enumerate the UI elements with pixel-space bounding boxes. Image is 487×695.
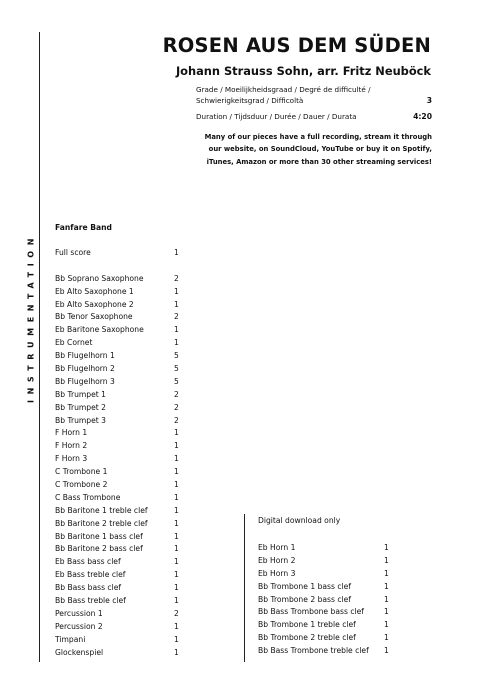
part-name: Bb Bass treble clef xyxy=(55,596,126,606)
ensemble-heading: Fanfare Band xyxy=(55,223,112,232)
part-row xyxy=(258,632,388,645)
part-row xyxy=(55,324,185,337)
composer-arranger: Johann Strauss Sohn, arr. Fritz Neuböck xyxy=(175,64,431,78)
duration-row xyxy=(196,111,432,122)
piece-title: ROSEN AUS DEM SÜDEN xyxy=(162,34,431,57)
part-quantity: 2 xyxy=(174,608,179,618)
part-name: Bb Flugelhorn 2 xyxy=(55,364,115,374)
part-row xyxy=(55,479,185,492)
part-quantity: 1 xyxy=(174,583,179,593)
part-row xyxy=(258,619,388,632)
part-row xyxy=(55,350,185,363)
part-quantity: 1 xyxy=(384,607,389,617)
part-row xyxy=(55,621,185,634)
part-row xyxy=(55,556,185,569)
part-row xyxy=(55,634,185,647)
part-row xyxy=(55,492,185,505)
part-name: Bb Soprano Saxophone xyxy=(55,273,144,283)
part-quantity: 1 xyxy=(174,454,179,464)
duration-label: Duration / Tijdsduur / Durée / Dauer / Durata xyxy=(196,111,357,121)
part-quantity: 1 xyxy=(174,544,179,554)
part-name: Bb Trombone 1 treble clef xyxy=(258,620,356,630)
part-quantity: 1 xyxy=(384,646,389,656)
part-quantity: 1 xyxy=(384,568,389,578)
part-row xyxy=(258,555,388,568)
part-row xyxy=(55,582,185,595)
part-name: Bb Flugelhorn 1 xyxy=(55,351,115,361)
part-name: Eb Alto Saxophone 2 xyxy=(55,299,134,309)
part-quantity: 5 xyxy=(174,364,179,374)
part-row xyxy=(258,581,388,594)
instrumentation-side-label xyxy=(24,218,38,418)
part-quantity: 1 xyxy=(384,633,389,643)
part-name: Bb Trumpet 1 xyxy=(55,389,107,399)
part-name: Bb Bass Trombone bass clef xyxy=(258,607,364,617)
part-name: Full score xyxy=(55,248,91,257)
part-row xyxy=(258,542,388,555)
part-name: Bb Baritone 1 bass clef xyxy=(55,531,143,541)
part-row xyxy=(55,595,185,608)
digital-parts-list xyxy=(258,542,388,658)
duration-value: 4:20 xyxy=(413,111,432,121)
part-row xyxy=(55,440,185,453)
part-row xyxy=(55,415,185,428)
part-name: Eb Alto Saxophone 1 xyxy=(55,286,134,296)
full-score-row xyxy=(55,247,185,260)
part-name: C Trombone 1 xyxy=(55,467,108,477)
part-name: Bb Flugelhorn 3 xyxy=(55,376,115,386)
part-quantity: 1 xyxy=(174,531,179,541)
left-margin-rule xyxy=(39,32,40,662)
part-row xyxy=(55,453,185,466)
part-row xyxy=(55,311,185,324)
part-name: F Horn 1 xyxy=(55,428,88,438)
digital-download-heading: Digital download only xyxy=(258,516,341,525)
part-name: Bb Bass Trombone treble clef xyxy=(258,646,369,656)
part-name: Eb Bass bass clef xyxy=(55,557,121,567)
part-quantity: 1 xyxy=(384,543,389,552)
part-row xyxy=(55,647,185,660)
part-name: Bb Bass bass clef xyxy=(55,583,122,593)
part-quantity: 1 xyxy=(174,467,179,477)
part-name: Bb Baritone 2 bass clef xyxy=(55,544,143,554)
part-quantity: 1 xyxy=(174,634,179,644)
part-name: Eb Cornet xyxy=(55,338,93,348)
part-quantity: 1 xyxy=(384,620,389,630)
part-quantity: 1 xyxy=(384,594,389,604)
part-name: C Trombone 2 xyxy=(55,480,108,490)
part-name: F Horn 3 xyxy=(55,454,88,464)
part-name: Eb Baritone Saxophone xyxy=(55,325,144,335)
part-quantity: 2 xyxy=(174,312,179,322)
part-row xyxy=(258,568,388,581)
grade-value: 3 xyxy=(426,96,432,106)
part-row xyxy=(258,606,388,619)
part-name: C Bass Trombone xyxy=(55,492,121,502)
part-quantity: 5 xyxy=(174,376,179,386)
part-quantity: 2 xyxy=(174,273,179,283)
part-quantity: 1 xyxy=(174,492,179,502)
part-row xyxy=(55,402,185,415)
parts-list xyxy=(55,247,185,660)
part-row xyxy=(55,569,185,582)
part-name: Eb Horn 1 xyxy=(258,543,296,552)
part-row xyxy=(55,466,185,479)
part-row xyxy=(258,594,388,607)
part-row xyxy=(55,608,185,621)
part-quantity: 2 xyxy=(174,402,179,412)
streaming-promo: Many of our pieces have a full recording, stream it through our website, on SoundCloud, YouTube or buy it on Spotify, iTunes, Amazon or more than 30 other streaming services! xyxy=(204,133,432,166)
part-row xyxy=(55,286,185,299)
part-row xyxy=(55,518,185,531)
part-row xyxy=(258,645,388,658)
part-row xyxy=(55,363,185,376)
part-name: Bb Trombone 2 bass clef xyxy=(258,594,352,604)
part-name: Bb Baritone 2 treble clef xyxy=(55,518,148,528)
part-quantity: 1 xyxy=(174,570,179,580)
part-name: Timpani xyxy=(55,634,86,644)
list-spacer xyxy=(55,260,185,273)
part-row xyxy=(55,376,185,389)
part-name: F Horn 2 xyxy=(55,441,88,451)
part-quantity: 1 xyxy=(174,325,179,335)
side-label-text: INSTRUMENTATION xyxy=(26,232,36,404)
part-name: Eb Horn 2 xyxy=(258,555,296,565)
part-row xyxy=(55,299,185,312)
part-row xyxy=(55,531,185,544)
part-quantity: 1 xyxy=(384,581,389,591)
part-name: Percussion 2 xyxy=(55,621,103,631)
part-name: Bb Trombone 2 treble clef xyxy=(258,633,356,643)
part-name: Bb Trumpet 2 xyxy=(55,402,107,412)
part-row xyxy=(55,543,185,556)
part-quantity: 1 xyxy=(174,428,179,438)
part-quantity: 2 xyxy=(174,389,179,399)
grade-label: Grade / Moeilijkheidsgraad / Degré de difficulté / Schwierigkeitsgrad / Difficoltà xyxy=(196,85,371,106)
part-quantity: 1 xyxy=(174,505,179,515)
part-quantity: 1 xyxy=(174,596,179,606)
meta-block xyxy=(196,84,432,122)
part-name: Bb Trombone 1 bass clef xyxy=(258,581,352,591)
part-row xyxy=(55,389,185,402)
part-row xyxy=(55,337,185,350)
part-name: Glockenspiel xyxy=(55,647,104,657)
part-quantity: 1 xyxy=(174,480,179,490)
part-name: Bb Trumpet 3 xyxy=(55,415,107,425)
part-name: Eb Horn 3 xyxy=(258,568,296,578)
part-name: Eb Bass treble clef xyxy=(55,570,126,580)
part-quantity: 1 xyxy=(174,299,179,309)
part-name: Bb Tenor Saxophone xyxy=(55,312,133,322)
part-name: Percussion 1 xyxy=(55,608,103,618)
part-quantity: 1 xyxy=(174,441,179,451)
part-row xyxy=(55,505,185,518)
part-quantity: 1 xyxy=(174,518,179,528)
part-quantity: 5 xyxy=(174,351,179,361)
part-quantity: 1 xyxy=(174,338,179,348)
part-quantity: 2 xyxy=(174,415,179,425)
part-quantity: 1 xyxy=(174,621,179,631)
part-quantity: 1 xyxy=(384,555,389,565)
part-row xyxy=(55,427,185,440)
part-quantity: 1 xyxy=(174,647,179,657)
part-quantity: 1 xyxy=(174,248,179,257)
digital-divider xyxy=(244,514,245,662)
part-name: Bb Baritone 1 treble clef xyxy=(55,505,148,515)
part-quantity: 1 xyxy=(174,557,179,567)
grade-row xyxy=(196,84,432,107)
part-quantity: 1 xyxy=(174,286,179,296)
part-row xyxy=(55,273,185,286)
